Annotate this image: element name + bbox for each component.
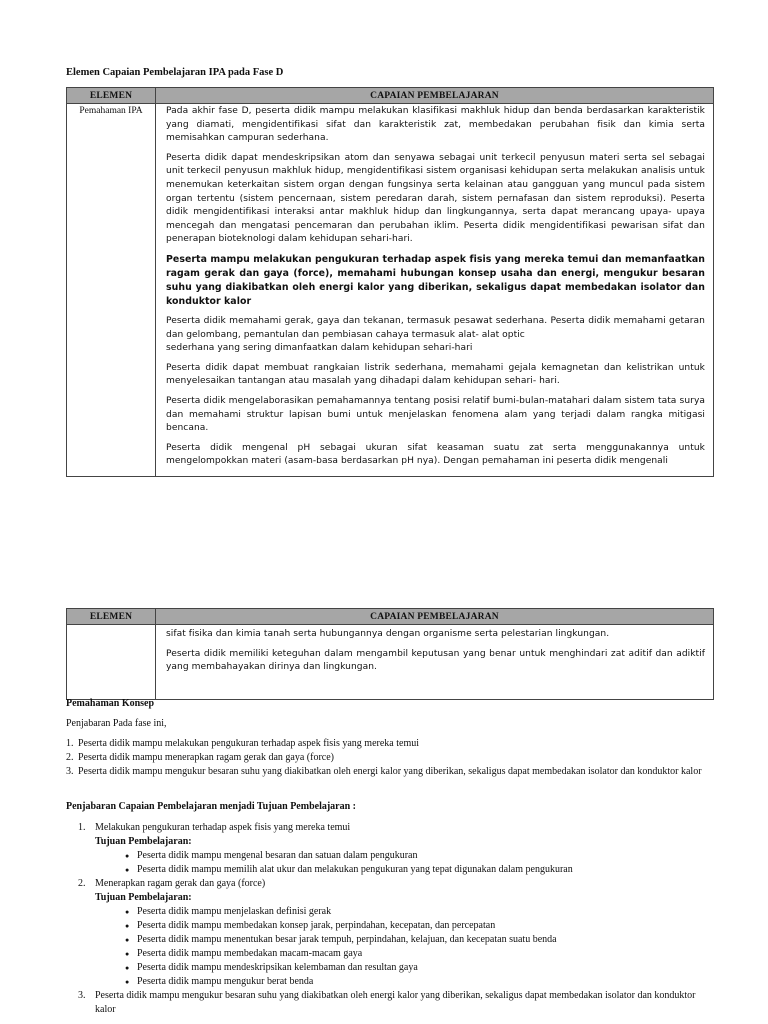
- concept-heading: Pemahaman Konsep: [66, 698, 155, 709]
- goal-bullet: ● Peserta didik mampu membedakan konsep jarak, perpindahan, kecepatan, dan percepatan: [125, 919, 716, 933]
- goals-list: [66, 821, 716, 1017]
- goal-bullet: ● Peserta didik mampu menjelaskan definisi gerak: [125, 905, 716, 919]
- header-capaian: CAPAIAN PEMBELAJARAN: [156, 609, 714, 625]
- concept-item: 3. Peserta didik mampu mengukur besaran suhu yang diakibatkan oleh energi kalor yang diberikan, sekaligus dapat membedakan isolator dan konduktor kalor: [66, 766, 702, 777]
- goals-heading: Penjabaran Capaian Pembelajaran menjadi Tujuan Pembelajaran :: [66, 801, 357, 812]
- capaian-line: Peserta didik memahami gerak, gaya dan tekanan, termasuk pesawat sederhana. Peserta didik memahami getaran dan gelombang, pemantulan dan pembiasan cahaya termasuk alat- alat optic: [166, 315, 705, 340]
- capaian-line: sederhana yang sering dimanfaatkan dalam kehidupan sehari-hari: [166, 343, 473, 354]
- concept-item: 1. Peserta didik mampu melakukan pengukuran terhadap aspek fisis yang mereka temui: [66, 738, 420, 749]
- capaian-cell: [156, 104, 714, 477]
- capaian-paragraph: Peserta didik mengelaborasikan pemahamannya tentang posisi relatif bumi-bulan-matahari dalam sistem tata surya dan memahami struktur lapisan bumi untuk menjelaskan fenomena alam yang terjadi dalam rangka mitigasi bencana.: [166, 395, 705, 434]
- goal-bullets: [95, 905, 716, 989]
- tp-label: Tujuan Pembelajaran:: [95, 892, 192, 903]
- capaian-paragraph-bold: Peserta mampu melakukan pengukuran terhadap aspek fisis yang mereka temui dan memanfaatkan ragam gerak dan gaya (force), memahami hubungan konsep usaha dan energi, mengukur besaran suhu yang diakibatkan oleh energi kalor yang diberikan, sekaligus dapat membedakan isolator dan konduktor kalor: [166, 253, 705, 307]
- concept-list: [66, 737, 716, 779]
- header-elemen: ELEMEN: [67, 88, 156, 104]
- goal-item: 1. Melakukan pengukuran terhadap aspek fisis yang mereka temui Tujuan Pembelajaran: ● Peserta didik mampu mengenal besaran dan satuan dalam pengukuran ● Peserta didik mampu memilih alat ukur dan melakukan pengukuran yang tepat digunakan dalam pengukuran: [66, 821, 716, 877]
- tp-label: Tujuan Pembelajaran:: [95, 836, 192, 847]
- goal-bullet: ● Peserta didik mampu membedakan macam-macam gaya: [125, 947, 716, 961]
- goal-item: 2. Menerapkan ragam gerak dan gaya (force) Tujuan Pembelajaran: ● Peserta didik mampu menjelaskan definisi gerak ● Peserta didik mampu membedakan konsep jarak, perpindahan, kecepatan, dan percepatan ● Peserta didik mampu menentukan besar jarak tempuh, perpindahan, kelajuan, dan kecepatan suatu benda ● Peserta didik mampu membedakan macam-macam gaya ● Peserta didik mampu mendeskripsikan kelembaman dan resultan gaya ● Peserta didik mampu mengukur berat benda: [66, 877, 716, 989]
- capaian-paragraph: Peserta didik mengenal pH sebagai ukuran sifat keasaman suatu zat serta menggunakannya untuk mengelompokkan materi (asam-basa berdasarkan pH nya). Dengan pemahaman ini peserta didik mengenali: [166, 442, 705, 467]
- capaian-paragraph: Peserta didik dapat mendeskripsikan atom dan senyawa sebagai unit terkecil penyusun materi serta sel sebagai unit terkecil penyusun makhluk hidup, mengidentifikasi sistem organisasi kehidupan serta melakukan analisis untuk menemukan keterkaitan sistem organ dengan fungsinya serta kelainan atau gangguan yang muncul pada sistem organ tertentu (sistem pencernaan, sistem peredaran darah, sistem pernafasan dan sistem reproduksi). Peserta didik mengidentifikasi interaksi antar makhluk hidup dan lingkungannya, serta dapat merancang upaya- upaya mencegah dan mengatasi pencemaran dan perubahan iklim. Peserta didik mengidentifikasi pewarisan sifat dan penerapan bioteknologi dalam kehidupan sehari-hari.: [166, 152, 705, 245]
- concept-item: 2. Peserta didik mampu menerapkan ragam gerak dan gaya (force): [66, 752, 334, 763]
- capaian-paragraph: Peserta didik dapat membuat rangkaian listrik sederhana, memahami gejala kemagnetan dan kelistrikan untuk menyelesaikan tantangan atau masalah yang dihadapi dalam kehidupan sehari- hari.: [166, 362, 705, 387]
- goal-item: 3. Peserta didik mampu mengukur besaran suhu yang diakibatkan oleh energi kalor yang diberikan, sekaligus dapat membedakan isolator dan konduktor kalor: [66, 989, 716, 1017]
- goal-text: Peserta didik mampu mengukur besaran suhu yang diakibatkan oleh energi kalor yang diberikan, sekaligus dapat membedakan isolator dan konduktor kalor: [95, 990, 696, 1015]
- goal-bullet: ● Peserta didik mampu mengenal besaran dan satuan dalam pengukuran: [125, 849, 716, 863]
- elemen-cell: Pemahaman IPA: [67, 104, 156, 477]
- capaian-table: [66, 87, 714, 477]
- capaian-table-continued: [66, 608, 714, 700]
- goal-bullet: ● Peserta didik mampu menentukan besar jarak tempuh, perpindahan, kelajuan, dan kecepatan suatu benda: [125, 933, 716, 947]
- document-title: Elemen Capaian Pembelajaran IPA pada Fase D: [66, 67, 284, 78]
- capaian-paragraph: [166, 315, 705, 356]
- goal-text: Melakukan pengukuran terhadap aspek fisis yang mereka temui: [95, 822, 351, 833]
- concept-section: [66, 697, 716, 779]
- capaian-paragraph: Peserta didik memiliki keteguhan dalam mengambil keputusan yang benar untuk menghindari zat aditif dan adiktif yang membahayakan dirinya dan lingkungan.: [166, 648, 705, 673]
- capaian-paragraph: Pada akhir fase D, peserta didik mampu melakukan klasifikasi makhluk hidup dan benda berdasarkan karakteristik yang diamati, mengidentifikasi sifat dan karakteristik zat, membedakan perubahan fisik dan kimia serta memisahkan campuran sederhana.: [166, 106, 705, 144]
- concept-intro: Penjabaran Pada fase ini,: [66, 718, 167, 729]
- capaian-cell: [156, 625, 714, 700]
- capaian-paragraph: sifat fisika dan kimia tanah serta hubungannya dengan organisme serta pelestarian lingkungan.: [166, 629, 610, 639]
- header-capaian: CAPAIAN PEMBELAJARAN: [156, 88, 714, 104]
- goal-bullet: ● Peserta didik mampu mengukur berat benda: [125, 975, 716, 989]
- goal-bullets: [95, 849, 716, 877]
- goal-bullet: ● Peserta didik mampu memilih alat ukur dan melakukan pengukuran yang tepat digunakan dalam pengukuran: [125, 863, 716, 877]
- goal-bullet: ● Peserta didik mampu mendeskripsikan kelembaman dan resultan gaya: [125, 961, 716, 975]
- goals-section: [66, 800, 716, 1017]
- elemen-cell-empty: [67, 625, 156, 700]
- header-elemen: ELEMEN: [67, 609, 156, 625]
- goal-text: Menerapkan ragam gerak dan gaya (force): [95, 878, 266, 889]
